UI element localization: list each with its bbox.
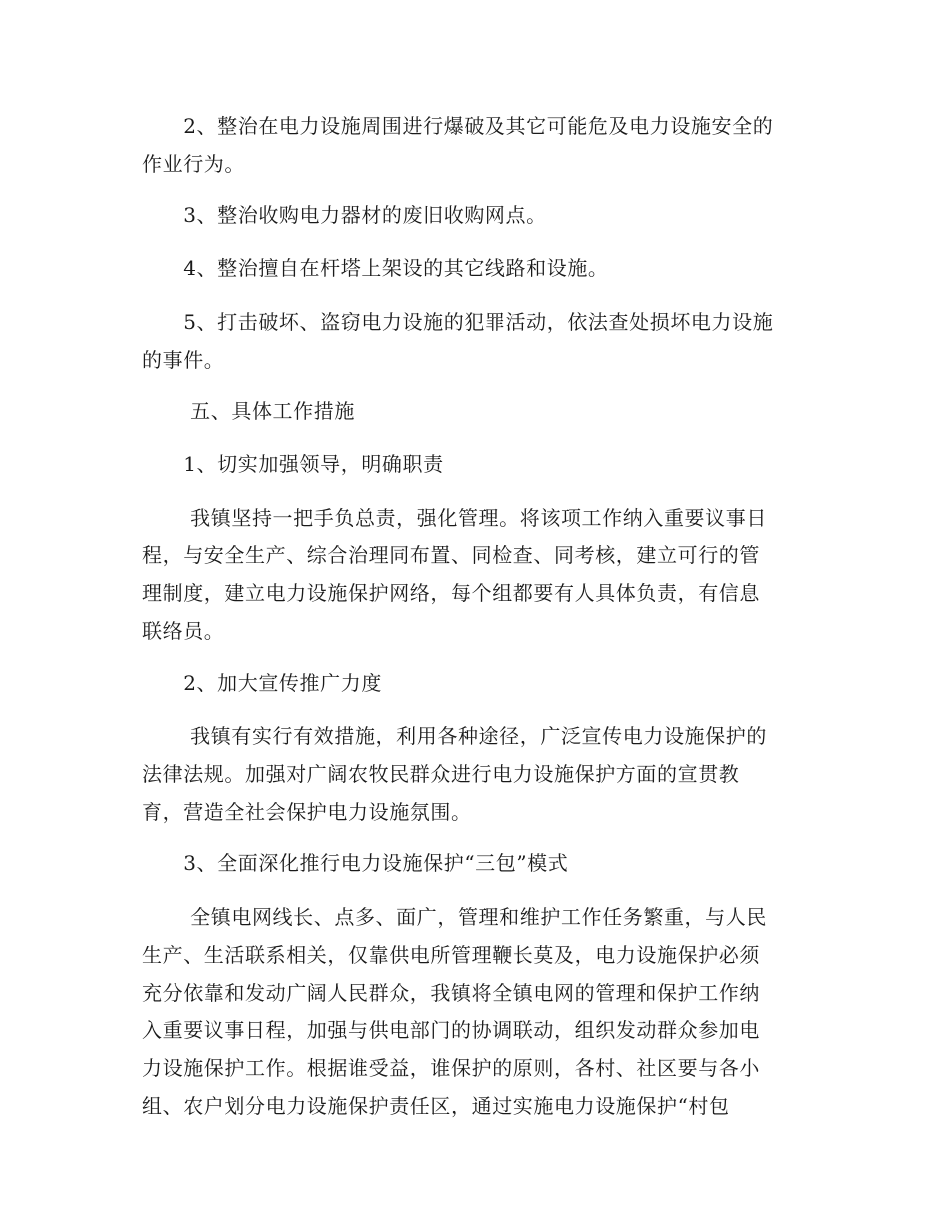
text-line: 组、农户划分电力设施保护责任区，通过实施电力设施保护“村包: [142, 1094, 730, 1118]
text-line: 4、整治擅自在杆塔上架设的其它线路和设施。: [142, 256, 609, 280]
text-line: 力设施保护工作。根据谁受益，谁保护的原则，各村、社区要与各小: [142, 1056, 760, 1080]
text-line: 生产、生活联系相关，仅靠供电所管理鞭长莫及，电力设施保护必须: [142, 943, 760, 967]
text-line: 我镇坚持一把手负总责，强化管理。将该项工作纳入重要议事日: [142, 506, 767, 530]
text-line: 2、整治在电力设施周围进行爆破及其它可能危及电力设施安全的: [142, 114, 774, 138]
text-line: 作业行为。: [142, 152, 245, 176]
subheading: 3、全面深化推行电力设施保护“三包”模式: [142, 851, 569, 875]
section-heading: 五、具体工作措施: [142, 399, 355, 423]
text-line: 理制度，建立电力设施保护网络，每个组都要有人具体负责，有信息: [142, 581, 760, 605]
text-line: 我镇有实行有效措施，利用各种途径，广泛宣传电力设施保护的: [142, 724, 767, 748]
text-line: 5、打击破坏、盗窃电力设施的犯罪活动，依法查处损坏电力设施: [142, 310, 774, 334]
text-line: 育，营造全社会保护电力设施氛围。: [142, 800, 472, 824]
text-line: 3、整治收购电力器材的废旧收购网点。: [142, 203, 547, 227]
text-line: 程，与安全生产、综合治理同布置、同检查、同考核，建立可行的管: [142, 543, 760, 567]
text-line: 全镇电网线长、点多、面广，管理和维护工作任务繁重，与人民: [142, 905, 767, 929]
text-line: 入重要议事日程，加强与供电部门的协调联动，组织发动群众参加电: [142, 1018, 760, 1042]
text-line: 联络员。: [142, 619, 225, 643]
subheading: 2、加大宣传推广力度: [142, 671, 382, 695]
subheading: 1、切实加强领导，明确职责: [142, 452, 444, 476]
text-line: 法律法规。加强对广阔农牧民群众进行电力设施保护方面的宣贯教: [142, 762, 740, 786]
text-line: 充分依靠和发动广阔人民群众，我镇将全镇电网的管理和保护工作纳: [142, 981, 760, 1005]
text-line: 的事件。: [142, 348, 225, 372]
